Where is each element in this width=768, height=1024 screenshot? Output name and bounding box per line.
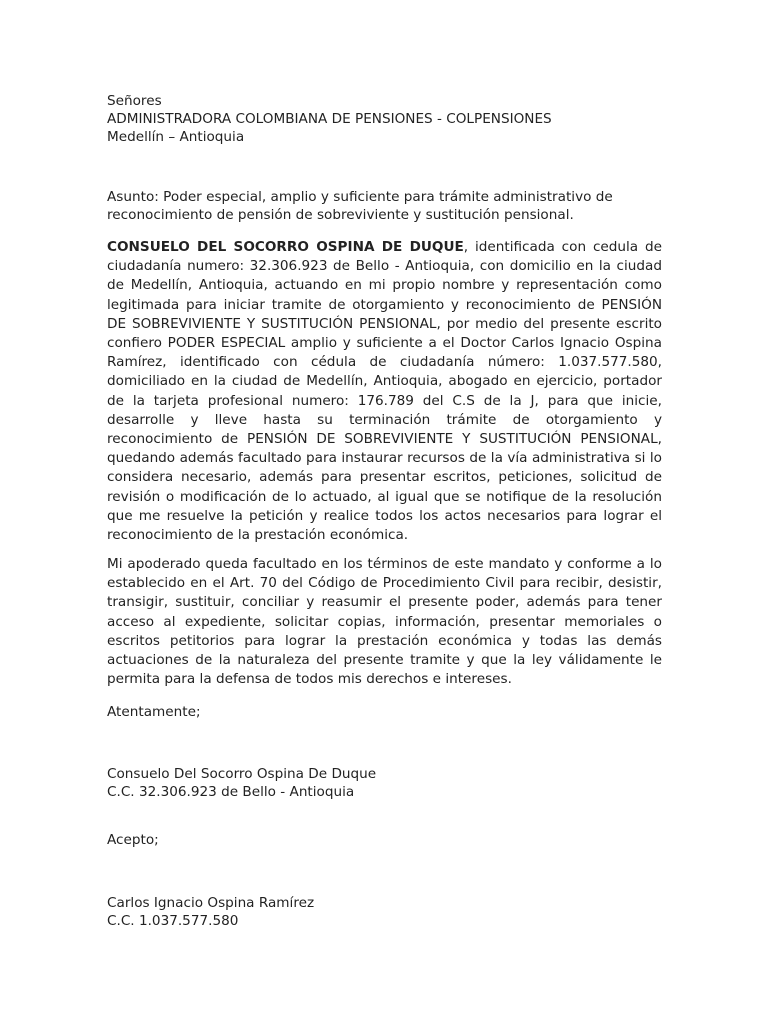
grantor-id: C.C. 32.306.923 de Bello - Antioquia [107, 784, 355, 800]
paragraph-1-text: , identificada con cedula de ciudadanía numero: 32.306.923 de Bello - Antioquia, con domicilio en la ciudad de Medellín, Antioquia, actuando en mi propio nombre y representación como legitimada para iniciar tramite de otorgamiento y reconocimiento de PENSIÓN DE SOBREVIVIENTE Y SUSTITUCIÓN PENSIONAL, por medio del presente escrito confiero PODER ESPECIAL amplio y suficiente a el Doctor Carlos Ignacio Ospina Ramírez, identificado con cédula de ciudadanía número: 1.037.577.580, domiciliado en la ciudad de Medellín, Antioquia, abogado en ejercicio, portador de la tarjeta profesional numero: 176.789 del C.S de la J, para que inicie, desarrolle y lleve hasta su terminación trámite de otorgamiento y reconocimiento de PENSIÓN DE SOBREVIVIENTE Y SUSTITUCIÓN PENSIONAL, quedando además facultado para instaurar recursos de la vía administrativa si lo considera necesario, además para presentar escritos, peticiones, solicitud de revisión o modificación de lo actuado, al igual que se notifique de la resolución que me resuelve la petición y realice todos los actos necesarios para lograr el reconocimiento de la prestación económica. [107, 239, 662, 544]
subject-block [107, 188, 662, 224]
attorney-signature-name: Carlos Ignacio Ospina Ramírez [107, 895, 315, 911]
addressee-city: Medellín – Antioquia [107, 129, 245, 145]
subject-line-1: Asunto: Poder especial, amplio y suficiente para trámite administrativo de [107, 189, 613, 205]
grantor-name: CONSUELO DEL SOCORRO OSPINA DE DUQUE [107, 239, 464, 255]
grantor-signature-block [107, 765, 662, 801]
addressee-organization: ADMINISTRADORA COLOMBIANA DE PENSIONES - COLPENSIONES [107, 111, 552, 127]
acceptance-label: Acepto; [107, 832, 159, 848]
acceptance-block [107, 831, 662, 849]
subject-line-2: reconocimiento de pensión de sobreviviente y sustitución pensional. [107, 207, 574, 223]
valediction: Atentamente; [107, 704, 201, 720]
body-paragraph-1 [107, 238, 662, 545]
attorney-signature-block [107, 894, 662, 930]
body-paragraph-2: Mi apoderado queda facultado en los términos de este mandato y conforme a lo establecido en el Art. 70 del Código de Procedimiento Civil para recibir, desistir, transigir, sustituir, conciliar y reasumir el presente poder, además para tener acceso al expediente, solicitar copias, información, presentar memoriales o escritos petitorios para lograr la prestación económica y todas las demás actuaciones de la naturaleza del presente tramite y que la ley válidamente le permita para la defensa de todos mis derechos e intereses. [107, 556, 662, 688]
salutation: Señores [107, 93, 162, 109]
attorney-id: C.C. 1.037.577.580 [107, 913, 239, 929]
grantor-signature-name: Consuelo Del Socorro Ospina De Duque [107, 766, 377, 782]
closing-block [107, 703, 662, 721]
addressee-block [107, 92, 662, 146]
